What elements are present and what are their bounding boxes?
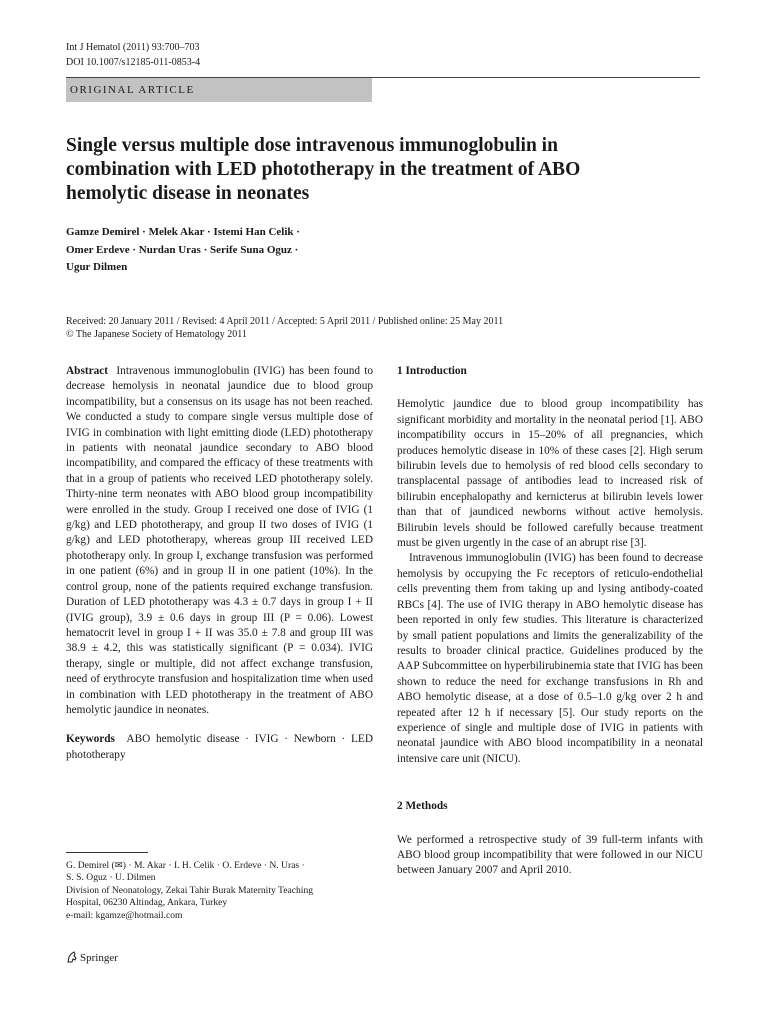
intro-paragraph: Hemolytic jaundice due to blood group incompatibility has significant morbidity and mortality in the neonatal period [1]. ABO incompatibility occurs in 15–20% of all pregnancies, which produces hemolytic disease in 10% of these cases [2]. High serum bilirubin levels due to hemolysis of red blood cells secondary to transplacental passage of antibodies lead to increased risk of bilirubin encephalopathy and kernicterus at bilirubin levels lower than that of jaundiced newborns without active hemolysis. Bilirubin levels should be followed carefully because treatment must be given urgently in the case of an abrupt rise [3]. — [397, 398, 703, 550]
publisher-name: Springer — [80, 952, 118, 964]
doi-link[interactable]: DOI 10.1007/s12185-011-0853-4 — [66, 57, 201, 68]
keywords-text: ABO hemolytic disease · IVIG · Newborn · LED phototherapy — [66, 733, 373, 761]
intro-paragraph: Intravenous immunoglobulin (IVIG) has been found to decrease hemolysis by occupying the Fc receptors of reticulo-endothelial cells preventing them from taking up and lysing antibody-coated RBCs [4]. The use of IVIG therapy in ABO hemolytic disease has been reported in only few studies. This literature is characterized by small patient populations and limits the generalizability of the results to broader clinical practice. Guidelines produced by the AAP Subcommittee on hyperbilirubinemia state that IVIG has been shown to reduce the need for exchange transfusions in Rh and ABO hemolytic disease, at a dose of 0.5–1.0 g/kg over 2 h and repeated after 12 h if necessary [5]. Our study reports on the experience of single and multiple dose of IVIG in patients with neonatal jaundice with ABO blood incompatibility in a neonatal intensive care unit (NICU). — [397, 552, 703, 765]
affiliation: Division of Neonatology, Zekai Tahir Burak Maternity Teaching — [66, 884, 314, 896]
author-line: Ugur Dilmen — [66, 261, 128, 273]
publication-dates — [66, 315, 706, 341]
publisher-logo — [66, 951, 118, 965]
author-list — [66, 224, 426, 277]
author-affiliation-footnote — [66, 860, 366, 922]
contact-email[interactable]: e-mail: kgamze@hotmail.com — [66, 909, 183, 921]
keywords — [66, 732, 373, 763]
abstract-text: Intravenous immunoglobulin (IVIG) has been found to decrease hemolysis in neonatal jaundice due to blood group incompatibility, but a consensus on its usage has not been reached. We conducted a study to compare single versus multiple dose of IVIG in combination with light emitting diode (LED) phototherapy in patients with neonatal jaundice secondary to ABO blood incompatibility, and compared the efficacy of these treatments with that in a group of patients who received LED phototherapy solely. Thirty-nine term neonates with ABO blood group incompatibility were enrolled in the study. Group I received one dose of IVIG (1 g/kg) and LED phototherapy, and group II two doses of IVIG (1 g/kg) and LED phototherapy, whereas group III received LED phototherapy only. In group I, exchange transfusion was performed in one patient (6%) and in group II in one patient (10%). In the control group, none of the patients required exchange transfusion. Duration of LED phototherapy was 4.3 ± 0.7 days in group I + II (IVIG group), 3.9 ± 0.6 days in group III (P = 0.06). Lowest hematocrit level in group I + II was 35.0 ± 7.8 and group III was 38.9 ± 4.2, this was statistically significant (P = 0.034). IVIG therapy, single or multiple, did not affect exchange transfusion, need of erythrocyte transfusion and hospitalization time when used in combination with LED phototherapy in the treatment of ABO hemolytic jaundice in neonates. — [66, 365, 373, 716]
author-line: Omer Erdeve · Nurdan Uras · Serife Suna Oguz · — [66, 243, 299, 256]
section-heading-methods: 2 Methods — [397, 800, 448, 813]
section-heading-introduction: 1 Introduction — [397, 365, 467, 377]
keywords-label: Keywords — [66, 733, 115, 746]
journal-citation: Int J Hematol (2011) 93:700–703 — [66, 42, 200, 53]
abstract — [66, 364, 373, 718]
author-line: Gamze Demirel · Melek Akar · Istemi Han Celik · — [66, 226, 300, 238]
article-type-banner: ORIGINAL ARTICLE — [66, 78, 372, 102]
left-column — [66, 364, 373, 763]
article-title: Single versus multiple dose intravenous immunoglobulin in combination with LED phototherapy in the treatment of ABO hemolytic disease in neonates — [66, 135, 581, 204]
history-dates: Received: 20 January 2011 / Revised: 4 April 2011 / Accepted: 5 April 2011 / Published online: 25 May 2011 — [66, 316, 504, 327]
affiliation: Hospital, 06230 Altindag, Ankara, Turkey — [66, 897, 228, 909]
journal-meta — [66, 40, 200, 70]
springer-horse-icon — [66, 951, 78, 963]
footnote-authors: G. Demirel (✉) · M. Akar · I. H. Celik · O. Erdeve · N. Uras · — [66, 860, 305, 871]
copyright-line: © The Japanese Society of Hematology 2011 — [66, 329, 247, 340]
right-column — [397, 364, 703, 879]
abstract-label: Abstract — [66, 365, 109, 377]
methods-paragraph: We performed a retrospective study of 39 full-term infants with ABO blood group incompatibility that were followed in our NICU between January 2007 and April 2010. — [397, 833, 703, 877]
footnote-authors: S. S. Oguz · U. Dilmen — [66, 872, 156, 884]
footnote-rule — [66, 852, 148, 853]
